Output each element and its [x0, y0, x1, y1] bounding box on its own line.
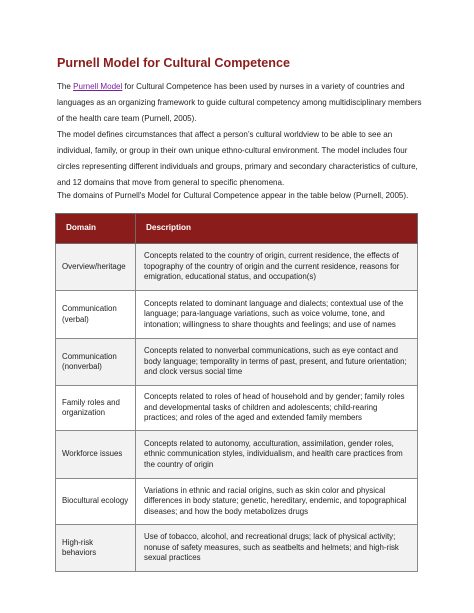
table-row	[56, 291, 418, 339]
domain-cell: Workforce issues	[56, 431, 136, 479]
table-row	[56, 339, 418, 386]
table-header-row	[56, 214, 418, 244]
domains-table	[55, 213, 418, 572]
table-body	[56, 244, 418, 572]
intro-paragraph	[57, 79, 427, 191]
domain-cell: Biocultural ecology	[56, 479, 136, 525]
domain-cell: Communication (verbal)	[56, 291, 136, 339]
description-cell: Concepts related to autonomy, acculturation, assimilation, gender roles, ethnic communication styles, individualism, and health care practices from the country of origin	[136, 431, 418, 479]
description-cell: Concepts related to the country of origin, current residence, the effects of topography of the country of origin and the current residence, reasons for emigration, educational status, and occupation(s)	[136, 244, 418, 291]
description-cell: Variations in ethnic and racial origins, such as skin color and physical differences in body stature; genetic, hereditary, endemic, and topographical diseases; and how the body metabolizes drugs	[136, 479, 418, 525]
purnell-model-link[interactable]: Purnell Model	[73, 82, 123, 91]
description-cell: Concepts related to roles of head of household and by gender; family roles and developmental tasks of children and adolescents; child-rearing practices; and roles of the aged and extended family members	[136, 386, 418, 431]
table-row	[56, 244, 418, 291]
intro-prefix: The	[57, 82, 74, 91]
intro-suffix: for Cultural Competence has been used by nurses in a variety of countries and languages as an organizing framework to guide cultural competency among multidisciplinary members of the health care team (Purnell, 2005).	[57, 82, 422, 123]
table-row	[56, 525, 418, 572]
domain-cell: Communication (nonverbal)	[56, 339, 136, 386]
domain-column-header: Domain	[56, 214, 136, 244]
model-description: The model defines circumstances that affect a person’s cultural worldview to be able to see an individual, family, or group in their own unique ethno-cultural environment. The model includes four circles representing different individuals and groups, primary and secondary characteristics of culture, and 12 domains that move from general to specific phenomena.	[57, 130, 418, 187]
table-row	[56, 386, 418, 431]
description-cell: Use of tobacco, alcohol, and recreational drugs; lack of physical activity; nonuse of safety measures, such as seatbelts and helmets; and high-risk sexual practices	[136, 525, 418, 572]
description-cell: Concepts related to dominant language and dialects; contextual use of the language; para-language variations, such as voice volume, tone, and intonation; willingness to share thoughts and feelings; and use of names	[136, 291, 418, 339]
domain-cell: Family roles and organization	[56, 386, 136, 431]
table-intro-paragraph: The domains of Purnell's Model for Cultural Competence appear in the table below (Purnell, 2005).	[57, 191, 409, 200]
description-cell: Concepts related to nonverbal communications, such as eye contact and body language; temporality in terms of past, present, and future orientation; and clock versus social time	[136, 339, 418, 386]
page-title: Purnell Model for Cultural Competence	[57, 56, 291, 70]
domain-cell: High-risk behaviors	[56, 525, 136, 572]
description-column-header: Description	[136, 214, 418, 244]
domain-cell: Overview/heritage	[56, 244, 136, 291]
table-row	[56, 431, 418, 479]
table-row	[56, 479, 418, 525]
